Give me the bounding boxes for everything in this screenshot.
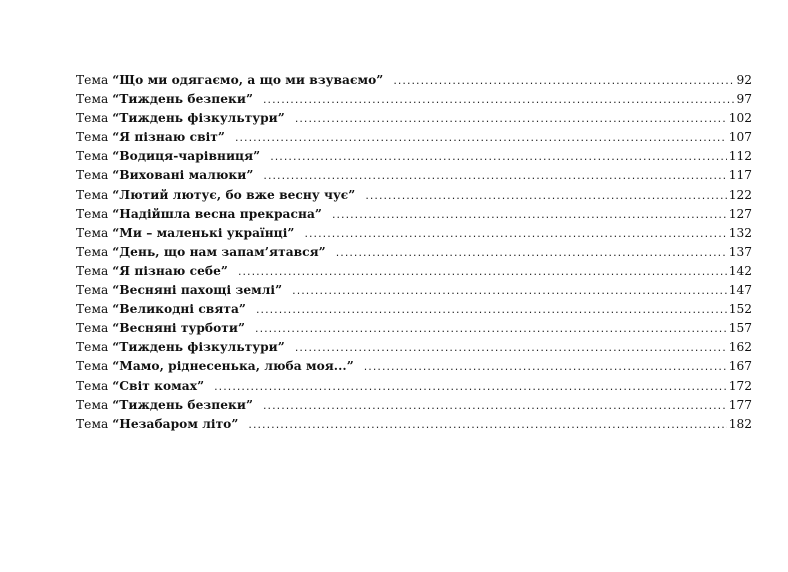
toc-entry-title: “Великодні свята” [112,302,246,317]
dot-leader [214,377,727,396]
toc-entry-prefix: Тема [76,244,109,259]
dot-leader [255,319,727,338]
toc-entry-page-number: 112 [728,149,752,164]
dot-leader [365,186,726,205]
toc-entry-title: “Я пізнаю себе” [112,263,228,278]
toc-entry-prefix: Тема [76,378,109,393]
toc-entry-prefix: Тема [76,73,109,87]
toc-entry-page-number: 177 [728,397,752,412]
dot-leader [332,205,727,224]
toc-entry [76,71,752,90]
toc-entry-page-number: 152 [728,302,752,317]
toc-entry [76,166,752,185]
table-of-contents [76,71,752,434]
toc-entry-label [76,262,228,281]
dot-leader [295,109,727,128]
toc-entry-title: “Що ми одягаємо, а що ми взуваємо” [112,73,384,87]
toc-entry-label [76,243,326,262]
toc-entry [76,281,752,300]
dot-leader [304,224,726,243]
toc-entry-prefix: Тема [76,92,109,107]
toc-entry-title: “Тиждень фізкультури” [112,111,285,126]
toc-entry [76,415,752,434]
toc-entry-page-number: 132 [728,225,752,240]
toc-entry-prefix: Тема [76,359,109,374]
toc-entry-page-number: 147 [728,283,752,298]
toc-entry-page-number: 157 [728,321,752,336]
toc-entry-label [76,319,245,338]
toc-entry-label [76,300,246,319]
toc-entry-label [76,396,253,415]
toc-entry [76,147,752,166]
toc-entry-prefix: Тема [76,283,109,298]
toc-entry-page-number: 172 [728,378,752,393]
toc-entry [76,357,752,376]
toc-entry-page-number: 162 [728,340,752,355]
dot-leader [292,281,727,300]
toc-entry-page-number: 182 [728,416,752,431]
toc-entry-page-number: 117 [728,168,752,183]
toc-entry-page-number: 107 [728,130,752,145]
toc-entry-label [76,281,282,300]
toc-entry-prefix: Тема [76,130,109,145]
toc-entry [76,243,752,262]
toc-entry-page-number: 142 [728,263,752,278]
toc-entry-title: “Тиждень безпеки” [112,397,254,412]
toc-entry-title: “Виховані малюки” [112,168,254,183]
toc-entry-title: “Незабаром літо” [112,416,239,431]
dot-leader [295,338,727,357]
toc-entry [76,396,752,415]
toc-entry-label [76,147,260,166]
toc-entry-label [76,128,225,147]
toc-entry-title: “Тиждень безпеки” [112,92,254,107]
toc-entry-prefix: Тема [76,225,109,240]
toc-entry-prefix: Тема [76,187,109,202]
toc-entry-title: “Весняні турботи” [112,321,246,336]
toc-entry-title: “Лютий лютує, бо вже весну чує” [112,187,356,202]
dot-leader [364,357,727,376]
toc-entry [76,109,752,128]
toc-entry-label [76,166,253,185]
toc-entry-label [76,357,354,376]
toc-entry-prefix: Тема [76,149,109,164]
toc-entry-label [76,377,204,396]
dot-leader [393,71,734,90]
toc-entry-prefix: Тема [76,397,109,412]
dot-leader [263,90,734,109]
dot-leader [235,128,727,147]
toc-entry-title: “Світ комах” [112,378,205,393]
toc-entry-page-number: 122 [728,187,752,202]
toc-entry-title: “Весняні пахощі землі” [112,283,283,298]
toc-entry-label [76,109,285,128]
toc-entry-prefix: Тема [76,340,109,355]
toc-entry-label [76,71,383,90]
dot-leader [256,300,727,319]
toc-entry-prefix: Тема [76,206,109,221]
toc-entry [76,262,752,281]
toc-entry-label [76,205,322,224]
toc-entry-page-number: 97 [736,92,752,107]
toc-entry-prefix: Тема [76,111,109,126]
toc-entry-prefix: Тема [76,302,109,317]
toc-entry [76,224,752,243]
toc-entry-label [76,338,285,357]
toc-entry-title: “День, що нам запам’ятався” [112,244,326,259]
toc-entry-prefix: Тема [76,321,109,336]
toc-entry-label [76,224,294,243]
toc-entry-page-number: 102 [728,111,752,126]
toc-entry-page-number: 167 [728,359,752,374]
toc-entry-prefix: Тема [76,263,109,278]
dot-leader [248,415,726,434]
toc-entry [76,205,752,224]
toc-entry [76,377,752,396]
toc-entry-title: “Водиця-чарівниця” [112,149,261,164]
toc-entry [76,90,752,109]
toc-entry-title: “Надійшла весна прекрасна” [112,206,322,221]
toc-entry-title: “Мамо, ріднесенька, люба моя...” [112,359,354,374]
toc-entry-page-number: 127 [728,206,752,221]
toc-entry-title: “Тиждень фізкультури” [112,340,285,355]
toc-entry-label [76,415,238,434]
toc-entry [76,186,752,205]
dot-leader [263,166,726,185]
toc-entry-page-number: 92 [736,73,752,87]
dot-leader [238,262,727,281]
dot-leader [270,147,727,166]
toc-entry-title: “Я пізнаю світ” [112,130,225,145]
toc-entry [76,319,752,338]
toc-entry-label [76,186,355,205]
toc-entry [76,300,752,319]
dot-leader [263,396,727,415]
toc-entry-title: “Ми – маленькі українці” [112,225,295,240]
toc-entry-label [76,90,253,109]
dot-leader [336,243,727,262]
toc-entry-prefix: Тема [76,168,109,183]
toc-entry [76,338,752,357]
toc-entry [76,128,752,147]
toc-entry-page-number: 137 [728,244,752,259]
toc-entry-prefix: Тема [76,416,109,431]
